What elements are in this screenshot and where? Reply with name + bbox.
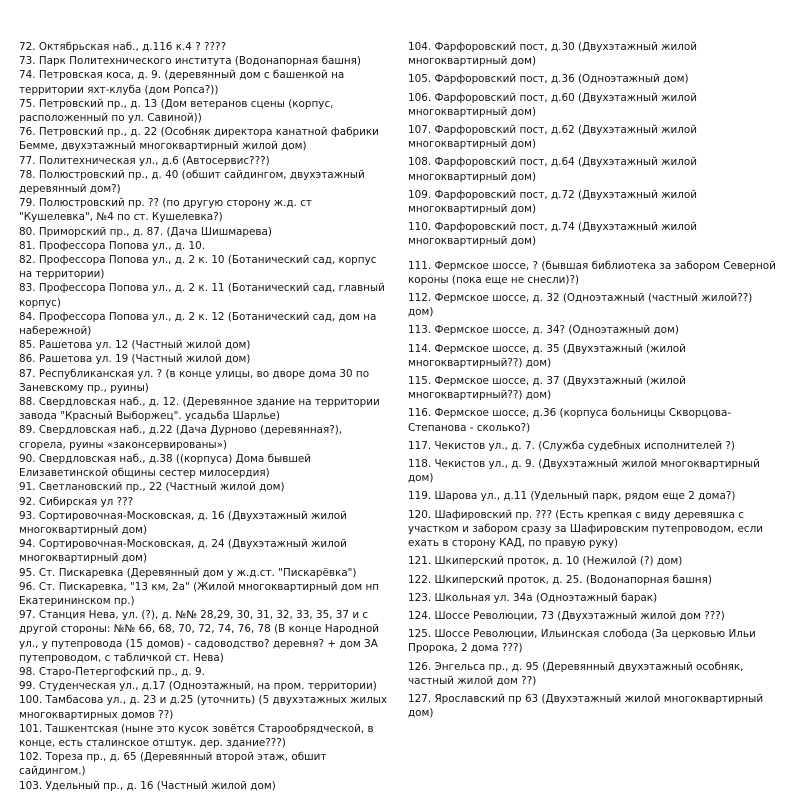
- list-item: 91. Светлановский пр., 22 (Частный жилой дом): [19, 481, 285, 494]
- list-item: 83. Профессора Попова ул., д. 2 к. 11 (Ботанический сад, главный корпус): [19, 282, 385, 309]
- list-item: 106. Фарфоровский пост, д.60 (Двухэтажный жилой многоквартирный дом): [408, 91, 697, 118]
- list-item: 73. Парк Политехнического института (Водонапорная башня): [19, 55, 361, 68]
- list-item: 119. Шарова ул., д.11 (Удельный парк, рядом еще 2 дома?): [408, 490, 736, 503]
- list-item: 72. Октябрьская наб., д.116 к.4 ? ????: [19, 41, 227, 53]
- list-item: 84. Профессора Попова ул., д. 2 к. 12 (Ботанический сад, дом на набережной): [19, 310, 377, 338]
- list-item: 77. Политехническая ул., д.6 (Автосервис???): [19, 154, 270, 167]
- list-item: 100. Тамбасова ул., д. 23 и д.25 (уточнить) (5 двухэтажных жилых многоквартирных домов ??): [19, 694, 388, 721]
- list-item: 112. Фермское шоссе, д. 32 (Одноэтажный (частный жилой??) дом): [408, 292, 753, 319]
- list-item: 99. Студенческая ул., д.17 (Одноэтажный, на пром. территории): [19, 680, 377, 693]
- list-item: 124. Шоссе Революции, 73 (Двухэтажный жилой дом ???): [408, 609, 725, 622]
- list-item: 86. Рашетова ул. 19 (Частный жилой дом): [19, 353, 251, 366]
- list-item: 89. Свердловская наб., д.22 (Дача Дурново (деревянная?), сгорела, руины «законсервированы»): [19, 424, 343, 451]
- list-item: 122. Шкиперский проток, д. 25. (Водонапорная башня): [408, 573, 712, 586]
- list-item: 125. Шоссе Революции, Ильинская слобода (За церковью Ильи Пророка, 2 дома ???): [408, 628, 756, 655]
- list-item: 87. Республиканская ул. ? (в конце улицы, во дворе дома 30 по Заневскому пр., руины): [19, 367, 370, 394]
- list-item: 120. Шафировский пр. ??? (Есть крепкая с виду деревяшка с участком и забором сразу за Шафировским путепроводом, если ехать в сторону КАД, по правую руку): [408, 508, 764, 550]
- list-item: 108. Фарфоровский пост, д.64 (Двухэтажный жилой многоквартирный дом): [408, 156, 697, 183]
- list-item: 113. Фермское шоссе, д. 34? (Одноэтажный дом): [408, 324, 679, 337]
- right-column: [408, 40, 780, 720]
- list-item: 115. Фермское шоссе, д. 37 (Двухэтажный (жилой многоквартирный??) дом): [408, 375, 686, 402]
- list-item: 74. Петровская коса, д. 9. (деревянный дом с башенкой на территории яхт-клуба (дом Ропса?)): [19, 69, 345, 96]
- list-item: 103. Удельный пр., д. 16 (Частный жилой дом): [19, 779, 276, 792]
- list-item: 114. Фермское шоссе, д. 35 (Двухэтажный (жилой многоквартирный??) дом): [408, 342, 686, 369]
- list-item: 121. Шкиперский проток, д. 10 (Нежилой (?) дом): [408, 555, 683, 568]
- list-item: 88. Свердловская наб., д. 12. (Деревянное здание на территории завода "Красный Выборжец". усадьба Шарлье): [19, 396, 380, 423]
- list-item: 75. Петровский пр., д. 13 (Дом ветеранов сцены (корпус, расположенный по ул. Савиной)): [19, 97, 334, 125]
- list-item: 76. Петровский пр., д. 22 (Особняк директора канатной фабрики Бемме, двухэтажный многоквартирный жилой дом): [19, 126, 379, 153]
- list-item: 110. Фарфоровский пост, д.74 (Двухэтажный жилой многоквартирный дом): [408, 221, 697, 248]
- list-item: 92. Сибирская ул ???: [19, 495, 134, 508]
- list-item: 118. Чекистов ул., д. 9. (Двухэтажный жилой многоквартирный дом): [408, 458, 760, 485]
- list-item: 95. Ст. Пискаревка (Деревянный дом у ж.д.ст. "Пискарёвка"): [19, 566, 357, 579]
- list-item: 98. Старо-Петергофский пр., д. 9.: [19, 665, 205, 678]
- list-item: 79. Полюстровский пр. ?? (по другую сторону ж.д. ст "Кушелевка", №4 по ст. Кушелевка?): [19, 197, 312, 224]
- list-item: 104. Фарфоровский пост, д.30 (Двухэтажный жилой многоквартирный дом): [408, 41, 697, 68]
- list-item: 101. Ташкентская (ныне это кусок зовётся Старообрядческой, в конце, есть сталинское отштук. дер. здание???): [19, 722, 374, 749]
- list-item: 90. Свердловская наб., д.38 ((корпуса) Дома бывшей Елизаветинской общины сестер милосердия): [19, 452, 311, 480]
- list-item: 116. Фермское шоссе, д.36 (корпуса больницы Скворцова-Степанова - сколько?): [408, 407, 732, 434]
- list-item: 78. Полюстровский пр., д. 40 (обшит сайдингом, двухэтажный деревянный дом?): [19, 168, 365, 196]
- left-column: [19, 40, 389, 793]
- list-item: 81. Профессора Попова ул., д. 10.: [19, 239, 206, 252]
- list-item: 107. Фарфоровский пост, д.62 (Двухэтажный жилой многоквартирный дом): [408, 124, 697, 151]
- list-item: 111. Фермское шоссе, ? (бывшая библиотека за забором Северной короны (пока еще не снесли)?): [408, 259, 776, 286]
- list-item: 82. Профессора Попова ул., д. 2 к. 10 (Ботанический сад, корпус на территории): [19, 254, 377, 281]
- list-item: 127. Ярославский пр 63 (Двухэтажный жилой многоквартирный дом): [408, 692, 764, 720]
- list-item: 102. Тореза пр., д. 65 (Деревянный второй этаж, обшит сайдингом.): [19, 751, 327, 778]
- list-item: 105. Фарфоровский пост, д.36 (Одноэтажный дом): [408, 73, 689, 86]
- list-item: 123. Школьная ул. 34а (Одноэтажный барак): [408, 591, 658, 604]
- list-item: 94. Сортировочная-Московская, д. 24 (Двухэтажный жилой многоквартирный дом): [19, 538, 347, 565]
- list-item: 117. Чекистов ул., д. 7. (Служба судебных исполнителей ?): [408, 439, 735, 452]
- list-item: 109. Фарфоровский пост, д.72 (Двухэтажный жилой многоквартирный дом): [408, 188, 697, 216]
- list-item: 97. Станция Нева, ул. (?), д. №№ 28,29, 30, 31, 32, 33, 35, 37 и с другой стороны: №№ 66, 68, 70, 72, 74, 76, 78 (В конце Народной ул., у путепровода (15 домов) - садоводство? деревня? + дом ЗА путепроводом, с табличкой ст. Нева): [19, 609, 379, 664]
- list-item: 126. Энгельса пр., д. 95 (Деревянный двухэтажный особняк, частный жилой дом ??): [408, 660, 744, 687]
- list-item: 85. Рашетова ул. 12 (Частный жилой дом): [19, 339, 251, 352]
- list-item: 93. Сортировочная-Московская, д. 16 (Двухэтажный жилой многоквартирный дом): [19, 509, 347, 536]
- list-item: 96. Ст. Пискаревка, "13 км, 2а" (Жилой многоквартирный дом нп Екатерининском пр.): [19, 580, 380, 607]
- list-item: 80. Приморский пр., д. 87. (Дача Шишмарева): [19, 225, 272, 238]
